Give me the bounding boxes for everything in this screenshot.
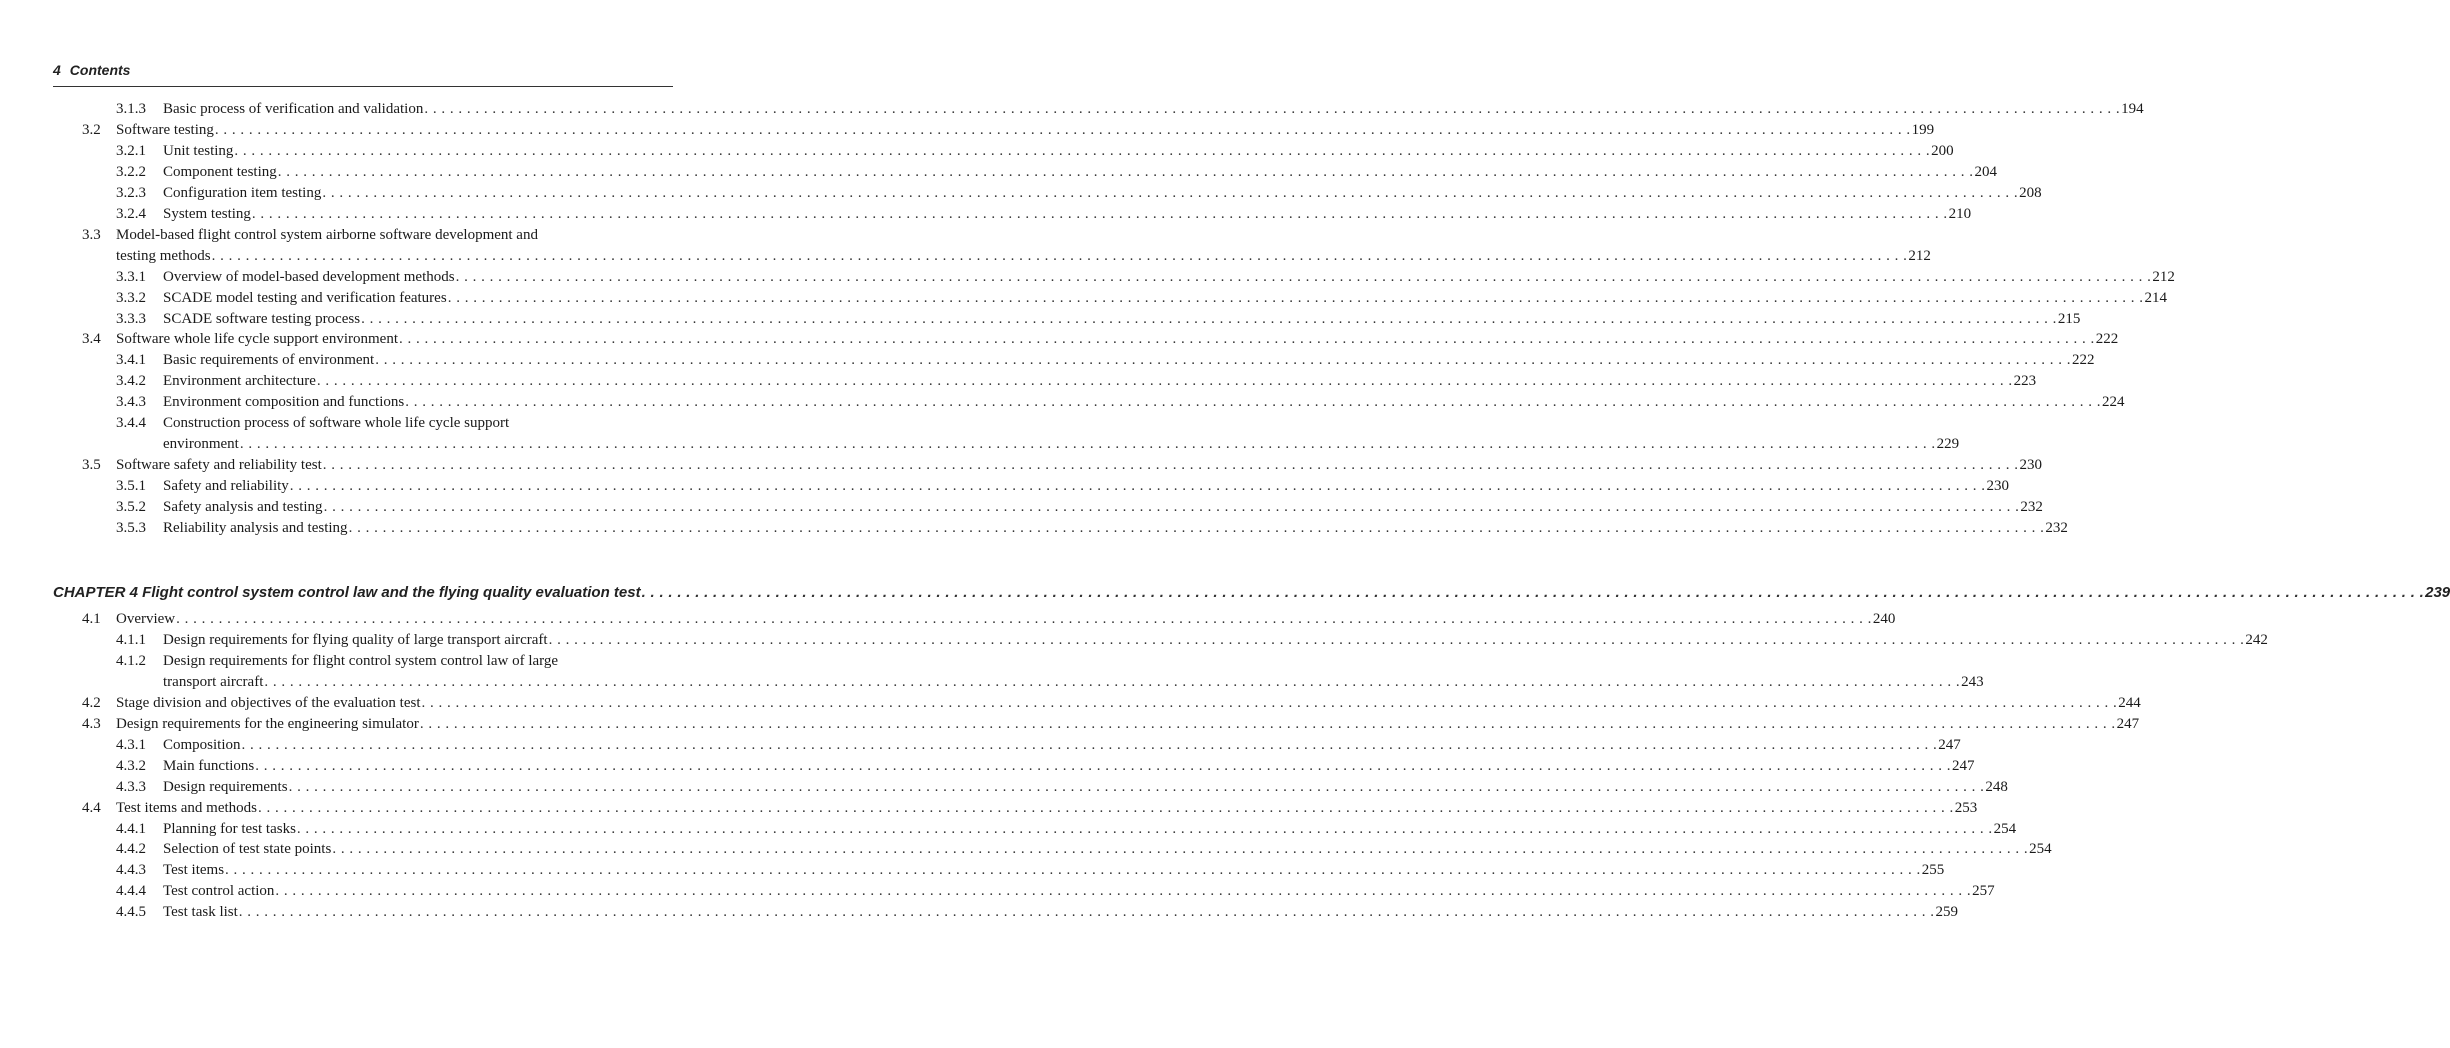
toc-entry-number: 3.2.3 — [116, 184, 146, 201]
toc-entry-title: environment — [163, 436, 239, 453]
leader-dots: . . . . . . . . . . . . . . . . . . . . . . . . . . . . . . . . . . . . . . . . . . . . . . . . . . . . . . . . . . . . . . . . . . . . . . . . . . . . . . . . . . . . . . . . . . . . . . . . . . . . . . . . . . . . . . . . . . . . . . . . . . . . . . . . . . . . . . . . . . . . . . . . . . . . . . . . . . . . . . . . . . . . . . . . . . . . . . . . . . . . . . . . . . . . . . . . . . . . . . . . — [548, 631, 2245, 648]
toc-entry — [116, 735, 1961, 756]
toc-entry — [163, 672, 1984, 693]
toc-entry-number: 4.1.2 — [116, 652, 146, 669]
toc-entry — [82, 798, 1978, 819]
toc-entry-number: 4.1.1 — [116, 631, 146, 648]
toc-entry-page: 242 — [2245, 631, 2268, 648]
toc-entry-page: 232 — [2020, 499, 2043, 516]
toc-entry-page: 229 — [1936, 436, 1960, 453]
toc-entry-number: 3.4.2 — [116, 373, 146, 390]
leader-dots: . . . . . . . . . . . . . . . . . . . . . . . . . . . . . . . . . . . . . . . . . . . . . . . . . . . . . . . . . . . . . . . . . . . . . . . . . . . . . . . . . . . . . . . . . . . . . . . . . . . . . . . . . . . . . . . . . . . . . . . . . . . . . . . . . . . . . . . . . . . . . . . . . . . . . . . . . . . . . . . . . . . . . . . . . . . . . . . . . . . . . . . . . . . . . . . . . . . . . . . . — [225, 862, 1921, 879]
leader-dots: . . . . . . . . . . . . . . . . . . . . . . . . . . . . . . . . . . . . . . . . . . . . . . . . . . . . . . . . . . . . . . . . . . . . . . . . . . . . . . . . . . . . . . . . . . . . . . . . . . . . . . . . . . . . . . . . . . . . . . . . . . . . . . . . . . . . . . . . . . . . . . . . . . . . . . . . . . . . . . . . . . . . . . . . . . . . . . . . . . . . . . . . . . . . . . . . . . . . . . . . — [419, 715, 2116, 732]
toc-entry — [116, 392, 2125, 413]
toc-entry-number: 4.4 — [82, 799, 101, 816]
toc-entry-page: 208 — [2019, 184, 2042, 201]
leader-dots: . . . . . . . . . . . . . . . . . . . . . . . . . . . . . . . . . . . . . . . . . . . . . . . . . . . . . . . . . . . . . . . . . . . . . . . . . . . . . . . . . . . . . . . . . . . . . . . . . . . . . . . . . . . . . . . . . . . . . . . . . . . . . . . . . . . . . . . . . . . . . . . . . . . . . . . . . . . . . . . . . . . . . . . . . . . . . . . . . . . . . . . . . . . . . . . . . . . . . . . . — [641, 584, 2425, 601]
toc-entry-number: 4.2 — [82, 694, 101, 711]
toc-entry — [116, 288, 2167, 309]
toc-entry — [82, 714, 2140, 735]
toc-entry-number: 3.5.1 — [116, 478, 146, 495]
leader-dots: . . . . . . . . . . . . . . . . . . . . . . . . . . . . . . . . . . . . . . . . . . . . . . . . . . . . . . . . . . . . . . . . . . . . . . . . . . . . . . . . . . . . . . . . . . . . . . . . . . . . . . . . . . . . . . . . . . . . . . . . . . . . . . . . . . . . . . . . . . . . . . . . . . . . . . . . . . . . . . . . . . . . . . . . . . . . . . . . . . . . . . . . . . . . . . . . . . . . . . . . — [288, 778, 1985, 795]
toc-entry-page: 210 — [1948, 205, 1972, 222]
header-rule — [53, 86, 673, 87]
leader-dots: . . . . . . . . . . . . . . . . . . . . . . . . . . . . . . . . . . . . . . . . . . . . . . . . . . . . . . . . . . . . . . . . . . . . . . . . . . . . . . . . . . . . . . . . . . . . . . . . . . . . . . . . . . . . . . . . . . . . . . . . . . . . . . . . . . . . . . . . . . . . . . . . . . . . . . . . . . . . . . . . . . . . . . . . . . . . . . . . . . . . . . . . . . . . . . . . . . . . . . . . — [399, 331, 2095, 348]
toc-entry-title: Design requirements for flight control system control law of large — [163, 652, 559, 669]
toc-entry-page: 247 — [2116, 715, 2140, 732]
toc-entry-number: 3.2.2 — [116, 163, 146, 180]
toc-entry — [82, 120, 1935, 141]
toc-entry-page: 212 — [2152, 268, 2175, 285]
leader-dots: . . . . . . . . . . . . . . . . . . . . . . . . . . . . . . . . . . . . . . . . . . . . . . . . . . . . . . . . . . . . . . . . . . . . . . . . . . . . . . . . . . . . . . . . . . . . . . . . . . . . . . . . . . . . . . . . . . . . . . . . . . . . . . . . . . . . . . . . . . . . . . . . . . . . . . . . . . . . . . . . . . . . . . . . . . . . . . . . . . . . . . . . . . . . . . . . . . . . . . . . — [258, 799, 1954, 816]
toc-entry-title: Component testing — [163, 163, 277, 180]
leader-dots: . . . . . . . . . . . . . . . . . . . . . . . . . . . . . . . . . . . . . . . . . . . . . . . . . . . . . . . . . . . . . . . . . . . . . . . . . . . . . . . . . . . . . . . . . . . . . . . . . . . . . . . . . . . . . . . . . . . . . . . . . . . . . . . . . . . . . . . . . . . . . . . . . . . . . . . . . . . . . . . . . . . . . . . . . . . . . . . . . . . . . . . . . . . . . . . . . . . . . . . . — [323, 499, 2020, 516]
toc-entry — [116, 518, 2068, 539]
header-page-number: 4 — [53, 62, 61, 78]
toc-entry — [116, 371, 2037, 392]
toc-entry-title: Main functions — [163, 757, 255, 774]
chapter-heading — [53, 581, 2450, 605]
leader-dots: . . . . . . . . . . . . . . . . . . . . . . . . . . . . . . . . . . . . . . . . . . . . . . . . . . . . . . . . . . . . . . . . . . . . . . . . . . . . . . . . . . . . . . . . . . . . . . . . . . . . . . . . . . . . . . . . . . . . . . . . . . . . . . . . . . . . . . . . . . . . . . . . . . . . . . . . . . . . . . . . . . . . . . . . . . . . . . . . . . . . . . . . . . . . . . . . . . . . . . . . — [421, 694, 2118, 711]
toc-entry-title: Software safety and reliability test — [116, 457, 322, 474]
toc-entry — [116, 839, 2052, 860]
leader-dots: . . . . . . . . . . . . . . . . . . . . . . . . . . . . . . . . . . . . . . . . . . . . . . . . . . . . . . . . . . . . . . . . . . . . . . . . . . . . . . . . . . . . . . . . . . . . . . . . . . . . . . . . . . . . . . . . . . . . . . . . . . . . . . . . . . . . . . . . . . . . . . . . . . . . . . . . . . . . . . . . . . . . . . . . . . . . . . . . . . . . . . . . . . . . . . . . . . . . . . . . — [214, 121, 1911, 138]
toc-entry — [116, 630, 2268, 651]
toc-entry-title: Planning for test tasks — [163, 820, 296, 837]
toc-entry-number: 4.4.3 — [116, 862, 146, 879]
toc-entry-number: 3.3 — [82, 226, 101, 243]
toc-entry-page: 254 — [1993, 820, 2017, 837]
toc-entry-title: Overview of model-based development methods — [163, 268, 455, 285]
leader-dots: . . . . . . . . . . . . . . . . . . . . . . . . . . . . . . . . . . . . . . . . . . . . . . . . . . . . . . . . . . . . . . . . . . . . . . . . . . . . . . . . . . . . . . . . . . . . . . . . . . . . . . . . . . . . . . . . . . . . . . . . . . . . . . . . . . . . . . . . . . . . . . . . . . . . . . . . . . . . . . . . . . . . . . . . . . . . . . . . . . . . . . . . . . . . . . . . . . . . . . . . — [447, 289, 2144, 306]
toc-entry-title: Basic process of verification and validation — [163, 101, 424, 117]
toc-entry-page: 222 — [2071, 352, 2095, 369]
toc-entry — [116, 881, 1995, 902]
toc-entry-number: 4.3.2 — [116, 757, 146, 774]
toc-entry-number: 3.1.3 — [116, 101, 146, 117]
toc-entry-page: 259 — [1935, 904, 1959, 921]
leader-dots: . . . . . . . . . . . . . . . . . . . . . . . . . . . . . . . . . . . . . . . . . . . . . . . . . . . . . . . . . . . . . . . . . . . . . . . . . . . . . . . . . . . . . . . . . . . . . . . . . . . . . . . . . . . . . . . . . . . . . . . . . . . . . . . . . . . . . . . . . . . . . . . . . . . . . . . . . . . . . . . . . . . . . . . . . . . . . . . . . . . . . . . . . . . . . . . . . . . . . . . . — [455, 268, 2152, 285]
toc-entry-page: 212 — [1908, 247, 1931, 264]
toc-entry-number: 3.4.3 — [116, 394, 146, 411]
toc-entry-title: Test task list — [163, 904, 238, 921]
toc-entry-page: 247 — [1952, 757, 1975, 774]
leader-dots: . . . . . . . . . . . . . . . . . . . . . . . . . . . . . . . . . . . . . . . . . . . . . . . . . . . . . . . . . . . . . . . . . . . . . . . . . . . . . . . . . . . . . . . . . . . . . . . . . . . . . . . . . . . . . . . . . . . . . . . . . . . . . . . . . . . . . . . . . . . . . . . . . . . . . . . . . . . . . . . . . . . . . . . . . . . . . . . . . . . . . . . . . . . . . . . . . . . . . . . . — [234, 142, 1931, 159]
toc-entry-number: 3.2.4 — [116, 205, 146, 222]
toc-entry-title: Composition — [163, 736, 241, 753]
toc-entry-page: 200 — [1931, 142, 1954, 159]
toc-entry — [82, 329, 2119, 350]
toc-entry-title: Model-based flight control system airborne software development and — [116, 226, 538, 243]
toc-entry — [116, 902, 1959, 923]
toc-entry-page: 204 — [1974, 163, 1997, 180]
toc-entry — [82, 609, 1896, 630]
toc-entry-page: 215 — [2057, 310, 2081, 327]
toc-entry-title: Design requirements for the engineering simulator — [116, 715, 419, 732]
leader-dots: . . . . . . . . . . . . . . . . . . . . . . . . . . . . . . . . . . . . . . . . . . . . . . . . . . . . . . . . . . . . . . . . . . . . . . . . . . . . . . . . . . . . . . . . . . . . . . . . . . . . . . . . . . . . . . . . . . . . . . . . . . . . . . . . . . . . . . . . . . . . . . . . . . . . . . . . . . . . . . . . . . . . . . . . . . . . . . . . . . . . . . . . . . . . . . . . . . . . . . . . — [424, 101, 2121, 117]
toc-entry-number: 4.4.4 — [116, 883, 146, 900]
toc-entry-title: Test control action — [163, 883, 275, 900]
leader-dots: . . . . . . . . . . . . . . . . . . . . . . . . . . . . . . . . . . . . . . . . . . . . . . . . . . . . . . . . . . . . . . . . . . . . . . . . . . . . . . . . . . . . . . . . . . . . . . . . . . . . . . . . . . . . . . . . . . . . . . . . . . . . . . . . . . . . . . . . . . . . . . . . . . . . . . . . . . . . . . . . . . . . . . . . . . . . . . . . . . . . . . . . . . . . . . . . . . . . . . . . — [316, 373, 2013, 390]
toc-entry-page: 230 — [1986, 478, 2010, 495]
toc-entry — [116, 413, 674, 434]
leader-dots: . . . . . . . . . . . . . . . . . . . . . . . . . . . . . . . . . . . . . . . . . . . . . . . . . . . . . . . . . . . . . . . . . . . . . . . . . . . . . . . . . . . . . . . . . . . . . . . . . . . . . . . . . . . . . . . . . . . . . . . . . . . . . . . . . . . . . . . . . . . . . . . . . . . . . . . . . . . . . . . . . . . . . . . . . . . . . . . . . . . . . . . . . . . . . . . . . . . . . . . . — [277, 163, 1974, 180]
toc-entry-number: 4.4.1 — [116, 820, 146, 837]
leader-dots: . . . . . . . . . . . . . . . . . . . . . . . . . . . . . . . . . . . . . . . . . . . . . . . . . . . . . . . . . . . . . . . . . . . . . . . . . . . . . . . . . . . . . . . . . . . . . . . . . . . . . . . . . . . . . . . . . . . . . . . . . . . . . . . . . . . . . . . . . . . . . . . . . . . . . . . . . . . . . . . . . . . . . . . . . . . . . . . . . . . . . . . . . . . . . . . . . . . . . . . . — [322, 184, 2019, 201]
toc-entry-title: Reliability analysis and testing — [163, 520, 348, 536]
toc-entry-title: SCADE software testing process — [163, 310, 361, 327]
chapter-title: CHAPTER 4 Flight control system control law and the flying quality evaluation test — [53, 584, 641, 601]
toc-entry-title: Safety analysis and testing — [163, 499, 323, 516]
toc-entry-page: 214 — [2144, 289, 2167, 306]
toc-entry-page: 240 — [1872, 611, 1896, 627]
leader-dots: . . . . . . . . . . . . . . . . . . . . . . . . . . . . . . . . . . . . . . . . . . . . . . . . . . . . . . . . . . . . . . . . . . . . . . . . . . . . . . . . . . . . . . . . . . . . . . . . . . . . . . . . . . . . . . . . . . . . . . . . . . . . . . . . . . . . . . . . . . . . . . . . . . . . . . . . . . . . . . . . . . . . . . . . . . . . . . . . . . . . . . . . . . . . . . . . . . . . . . . . — [332, 841, 2029, 858]
toc-entry — [116, 777, 2008, 798]
leader-dots: . . . . . . . . . . . . . . . . . . . . . . . . . . . . . . . . . . . . . . . . . . . . . . . . . . . . . . . . . . . . . . . . . . . . . . . . . . . . . . . . . . . . . . . . . . . . . . . . . . . . . . . . . . . . . . . . . . . . . . . . . . . . . . . . . . . . . . . . . . . . . . . . . . . . . . . . . . . . . . . . . . . . . . . . . . . . . . . . . . . . . . . . . . . . . . . . . . . . . . . . — [241, 736, 1938, 753]
header-title: Contents — [69, 62, 131, 78]
toc-entry-title: Construction process of software whole life cycle support — [163, 415, 510, 432]
toc-entry-title: Overview — [116, 611, 176, 627]
toc-entry-number: 4.4.2 — [116, 841, 146, 858]
leader-dots: . . . . . . . . . . . . . . . . . . . . . . . . . . . . . . . . . . . . . . . . . . . . . . . . . . . . . . . . . . . . . . . . . . . . . . . . . . . . . . . . . . . . . . . . . . . . . . . . . . . . . . . . . . . . . . . . . . . . . . . . . . . . . . . . . . . . . . . . . . . . . . . . . . . . . . . . . . . . . . . . . . . . . . . . . . . . . . . . . . . . . . . . . . . . . . . . . . . . . . . . — [264, 673, 1961, 690]
toc-entry — [116, 309, 2081, 330]
toc-entry — [116, 267, 2175, 288]
toc-entry — [116, 246, 1931, 267]
toc-entry-title: Software whole life cycle support environment — [116, 331, 398, 348]
leader-dots: . . . . . . . . . . . . . . . . . . . . . . . . . . . . . . . . . . . . . . . . . . . . . . . . . . . . . . . . . . . . . . . . . . . . . . . . . . . . . . . . . . . . . . . . . . . . . . . . . . . . . . . . . . . . . . . . . . . . . . . . . . . . . . . . . . . . . . . . . . . . . . . . . . . . . . . . . . . . . . . . . . . . . . . . . . . . . . . . . . . . . . . . . . . . . . . . . . . . . . . . — [322, 457, 2019, 474]
leader-dots: . . . . . . . . . . . . . . . . . . . . . . . . . . . . . . . . . . . . . . . . . . . . . . . . . . . . . . . . . . . . . . . . . . . . . . . . . . . . . . . . . . . . . . . . . . . . . . . . . . . . . . . . . . . . . . . . . . . . . . . . . . . . . . . . . . . . . . . . . . . . . . . . . . . . . . . . . . . . . . . . . . . . . . . . . . . . . . . . . . . . . . . . . . . . . . . . . . . . . . . . — [361, 310, 2057, 327]
toc-entry — [116, 651, 674, 672]
toc-entry-number: 3.4.1 — [116, 352, 146, 369]
leader-dots: . . . . . . . . . . . . . . . . . . . . . . . . . . . . . . . . . . . . . . . . . . . . . . . . . . . . . . . . . . . . . . . . . . . . . . . . . . . . . . . . . . . . . . . . . . . . . . . . . . . . . . . . . . . . . . . . . . . . . . . . . . . . . . . . . . . . . . . . . . . . . . . . . . . . . . . . . . . . . . . . . . . . . . . . . . . . . . . . . . . . . . . . . . . . . . . . . . . . . . . . — [296, 820, 1993, 837]
toc-entry-number: 4.3 — [82, 715, 101, 732]
toc-entry-page: 248 — [1985, 778, 2008, 795]
toc-entry-number: 3.4.4 — [116, 415, 146, 432]
toc-entry-page: 253 — [1954, 799, 1978, 816]
toc-entry-title: Test items and methods — [116, 799, 258, 816]
toc-entry-title: testing methods — [116, 247, 211, 264]
running-head — [53, 62, 130, 78]
toc-entry-title: transport aircraft — [163, 673, 264, 690]
leader-dots: . . . . . . . . . . . . . . . . . . . . . . . . . . . . . . . . . . . . . . . . . . . . . . . . . . . . . . . . . . . . . . . . . . . . . . . . . . . . . . . . . . . . . . . . . . . . . . . . . . . . . . . . . . . . . . . . . . . . . . . . . . . . . . . . . . . . . . . . . . . . . . . . . . . . . . . . . . . . . . . . . . . . . . . . . . . . . . . . . . . . . . . . . . . . . . . . . . . . . . . . — [211, 247, 1908, 264]
toc-entry-page: 247 — [1938, 736, 1961, 753]
toc-entry-title: System testing — [163, 205, 251, 222]
leader-dots: . . . . . . . . . . . . . . . . . . . . . . . . . . . . . . . . . . . . . . . . . . . . . . . . . . . . . . . . . . . . . . . . . . . . . . . . . . . . . . . . . . . . . . . . . . . . . . . . . . . . . . . . . . . . . . . . . . . . . . . . . . . . . . . . . . . . . . . . . . . . . . . . . . . . . . . . . . . . . . . . . . . . . . . . . . . . . . . . . . . . . . . . . . . . . . . . . . . . . . . . — [176, 611, 1872, 627]
toc-entry — [116, 162, 1997, 183]
toc-entry-title: Environment architecture — [163, 373, 316, 390]
toc-entry-title: Design requirements — [163, 778, 288, 795]
toc-entry-title: Unit testing — [163, 142, 234, 159]
toc-entry-page: 244 — [2118, 694, 2141, 711]
toc-entry — [116, 350, 2095, 371]
toc-entry-page: 222 — [2095, 331, 2119, 348]
toc-entry-number: 3.5.3 — [116, 520, 146, 536]
toc-entry — [116, 141, 1954, 162]
toc-entry-number: 3.4 — [82, 331, 101, 348]
leader-dots: . . . . . . . . . . . . . . . . . . . . . . . . . . . . . . . . . . . . . . . . . . . . . . . . . . . . . . . . . . . . . . . . . . . . . . . . . . . . . . . . . . . . . . . . . . . . . . . . . . . . . . . . . . . . . . . . . . . . . . . . . . . . . . . . . . . . . . . . . . . . . . . . . . . . . . . . . . . . . . . . . . . . . . . . . . . . . . . . . . . . . . . . . . . . . . . . . . . . . . . . — [251, 205, 1948, 222]
toc-entry-number: 3.5.2 — [116, 499, 146, 516]
toc-entry-title: Design requirements for flying quality of large transport aircraft — [163, 631, 548, 648]
toc-entry-title: Test items — [163, 862, 225, 879]
leader-dots: . . . . . . . . . . . . . . . . . . . . . . . . . . . . . . . . . . . . . . . . . . . . . . . . . . . . . . . . . . . . . . . . . . . . . . . . . . . . . . . . . . . . . . . . . . . . . . . . . . . . . . . . . . . . . . . . . . . . . . . . . . . . . . . . . . . . . . . . . . . . . . . . . . . . . . . . . . . . . . . . . . . . . . . . . . . . . . . . . . . . . . . . . . . . . . . . . . . . . . . . — [255, 757, 1951, 774]
toc-entry — [82, 455, 2043, 476]
toc-entry — [163, 434, 1960, 455]
toc-entry-page: 243 — [1961, 673, 1984, 690]
toc-entry-number: 4.3.1 — [116, 736, 146, 753]
toc-entry-page: 224 — [2101, 394, 2125, 411]
leader-dots: . . . . . . . . . . . . . . . . . . . . . . . . . . . . . . . . . . . . . . . . . . . . . . . . . . . . . . . . . . . . . . . . . . . . . . . . . . . . . . . . . . . . . . . . . . . . . . . . . . . . . . . . . . . . . . . . . . . . . . . . . . . . . . . . . . . . . . . . . . . . . . . . . . . . . . . . . . . . . . . . . . . . . . . . . . . . . . . . . . . . . . . . . . . . . . . . . . . . . . . . — [289, 478, 1986, 495]
toc-entry — [82, 693, 2141, 714]
toc-entry-title: Safety and reliability — [163, 478, 289, 495]
toc-entry-page: 230 — [2019, 457, 2043, 474]
toc-entry-page: 232 — [2045, 520, 2068, 536]
toc-entry — [116, 756, 1975, 777]
toc-entry-number: 4.1 — [82, 611, 101, 627]
toc-entry — [116, 476, 2010, 497]
toc-entry-title: SCADE model testing and verification features — [163, 289, 447, 306]
leader-dots: . . . . . . . . . . . . . . . . . . . . . . . . . . . . . . . . . . . . . . . . . . . . . . . . . . . . . . . . . . . . . . . . . . . . . . . . . . . . . . . . . . . . . . . . . . . . . . . . . . . . . . . . . . . . . . . . . . . . . . . . . . . . . . . . . . . . . . . . . . . . . . . . . . . . . . . . . . . . . . . . . . . . . . . . . . . . . . . . . . . . . . . . . . . . . . . . . . . . . . . . — [275, 883, 1972, 900]
toc-entry-title: Environment composition and functions — [163, 394, 405, 411]
toc-entry — [116, 497, 2043, 518]
toc-entry — [116, 860, 1945, 881]
toc-entry-title: Configuration item testing — [163, 184, 322, 201]
chapter-page: 239 — [2425, 584, 2450, 601]
toc-entry — [116, 204, 1972, 225]
toc-entry-page: 199 — [1911, 121, 1935, 138]
toc-entry-title: Stage division and objectives of the evaluation test — [116, 694, 421, 711]
toc-entry-number: 3.3.3 — [116, 310, 146, 327]
toc-entry-page: 257 — [1972, 883, 1995, 900]
toc-entry — [82, 225, 674, 246]
toc-entry — [116, 183, 2042, 204]
toc-entry-number: 3.3.1 — [116, 268, 146, 285]
toc-entry-number: 3.3.2 — [116, 289, 146, 306]
toc-entry — [116, 819, 2017, 840]
toc-entry-number: 4.3.3 — [116, 778, 146, 795]
leader-dots: . . . . . . . . . . . . . . . . . . . . . . . . . . . . . . . . . . . . . . . . . . . . . . . . . . . . . . . . . . . . . . . . . . . . . . . . . . . . . . . . . . . . . . . . . . . . . . . . . . . . . . . . . . . . . . . . . . . . . . . . . . . . . . . . . . . . . . . . . . . . . . . . . . . . . . . . . . . . . . . . . . . . . . . . . . . . . . . . . . . . . . . . . . . . . . . . . . . . . . . . — [405, 394, 2101, 411]
leader-dots: . . . . . . . . . . . . . . . . . . . . . . . . . . . . . . . . . . . . . . . . . . . . . . . . . . . . . . . . . . . . . . . . . . . . . . . . . . . . . . . . . . . . . . . . . . . . . . . . . . . . . . . . . . . . . . . . . . . . . . . . . . . . . . . . . . . . . . . . . . . . . . . . . . . . . . . . . . . . . . . . . . . . . . . . . . . . . . . . . . . . . . . . . . . . . . . . . . . . . . . . — [238, 904, 1935, 921]
toc-entry-page: 254 — [2029, 841, 2052, 858]
toc-entry-page: 255 — [1921, 862, 1945, 879]
toc-entry-number: 3.2.1 — [116, 142, 146, 159]
toc-entry-title: Software testing — [116, 121, 214, 138]
toc-entry-number: 4.4.5 — [116, 904, 146, 921]
toc-entry-page: 194 — [2121, 101, 2144, 117]
leader-dots: . . . . . . . . . . . . . . . . . . . . . . . . . . . . . . . . . . . . . . . . . . . . . . . . . . . . . . . . . . . . . . . . . . . . . . . . . . . . . . . . . . . . . . . . . . . . . . . . . . . . . . . . . . . . . . . . . . . . . . . . . . . . . . . . . . . . . . . . . . . . . . . . . . . . . . . . . . . . . . . . . . . . . . . . . . . . . . . . . . . . . . . . . . . . . . . . . . . . . . . . — [375, 352, 2071, 369]
toc-entry-title: Selection of test state points — [163, 841, 332, 858]
toc-entry-page: 223 — [2013, 373, 2037, 390]
toc-entry-title: Basic requirements of environment — [163, 352, 375, 369]
toc-entry-number: 3.5 — [82, 457, 101, 474]
toc-entry — [116, 99, 2144, 120]
leader-dots: . . . . . . . . . . . . . . . . . . . . . . . . . . . . . . . . . . . . . . . . . . . . . . . . . . . . . . . . . . . . . . . . . . . . . . . . . . . . . . . . . . . . . . . . . . . . . . . . . . . . . . . . . . . . . . . . . . . . . . . . . . . . . . . . . . . . . . . . . . . . . . . . . . . . . . . . . . . . . . . . . . . . . . . . . . . . . . . . . . . . . . . . . . . . . . . . . . . . . . . . — [239, 436, 1936, 453]
leader-dots: . . . . . . . . . . . . . . . . . . . . . . . . . . . . . . . . . . . . . . . . . . . . . . . . . . . . . . . . . . . . . . . . . . . . . . . . . . . . . . . . . . . . . . . . . . . . . . . . . . . . . . . . . . . . . . . . . . . . . . . . . . . . . . . . . . . . . . . . . . . . . . . . . . . . . . . . . . . . . . . . . . . . . . . . . . . . . . . . . . . . . . . . . . . . . . . . . . . . . . . . — [348, 520, 2045, 536]
toc-entry-number: 3.2 — [82, 121, 101, 138]
